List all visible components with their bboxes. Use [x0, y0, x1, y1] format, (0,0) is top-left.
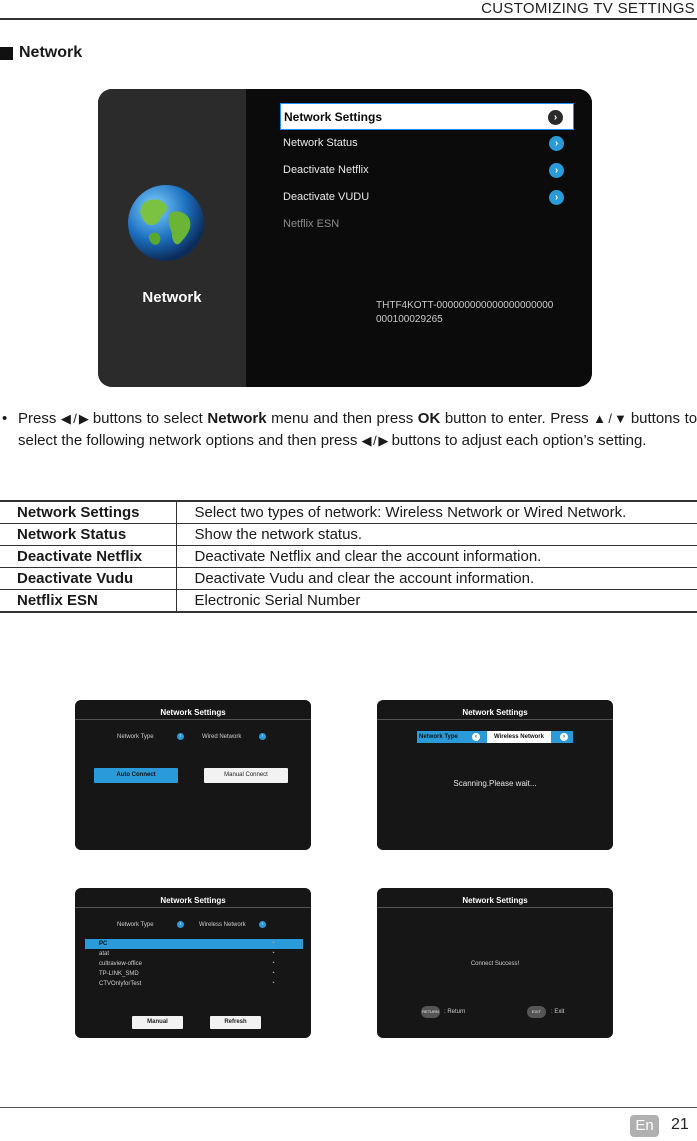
- page-header: [0, 0, 697, 20]
- list-item[interactable]: TP-LINK_SMD ◔: [99, 970, 275, 977]
- chevron-right-icon: ›: [548, 110, 563, 125]
- network-menu-screenshot: [98, 89, 592, 387]
- instructions: [0, 408, 697, 452]
- page-number: 21: [671, 1116, 689, 1133]
- divider: [75, 907, 311, 908]
- menu-item-deactivate-vudu[interactable]: [280, 184, 574, 211]
- wifi-network-list: [85, 939, 303, 989]
- menu-item-network-settings[interactable]: [280, 103, 574, 130]
- chevron-right-icon[interactable]: ›: [259, 733, 266, 740]
- connect-success-screenshot: [377, 888, 613, 1038]
- esn-line-2: 000100029265: [376, 314, 443, 325]
- exit-label: : Exit: [551, 1009, 565, 1015]
- menu-item-label: Netflix ESN: [283, 218, 340, 230]
- list-item[interactable]: CTVOnlyforTest ◔: [99, 980, 275, 987]
- option-description: Deactivate Netflix and clear the account information.: [176, 546, 697, 568]
- menu-item-netflix-esn: [280, 211, 574, 238]
- chevron-left-icon[interactable]: ‹: [177, 921, 184, 928]
- wifi-signal-icon: ◔: [270, 950, 275, 957]
- scanning-status: Scanning.Please wait...: [453, 779, 537, 788]
- option-term: Network Status: [0, 524, 176, 546]
- chevron-right-icon[interactable]: ›: [259, 921, 266, 928]
- table-row: [0, 590, 697, 613]
- panel-label: Network: [142, 289, 202, 306]
- shot-title: Network Settings: [462, 896, 528, 905]
- refresh-button[interactable]: Refresh: [210, 1016, 261, 1029]
- section-heading: [0, 44, 82, 62]
- return-key-icon: RETURN: [421, 1006, 440, 1018]
- options-table: [0, 500, 697, 613]
- chapter-title: CUSTOMIZING TV SETTINGS: [481, 0, 695, 17]
- menu-item-label: Deactivate Netflix: [283, 164, 369, 176]
- esn-line-1: THTF4KOTT-000000000000000000000: [376, 300, 554, 311]
- wireless-list-screenshot: [75, 888, 311, 1038]
- scanning-screenshot: [377, 700, 613, 850]
- menu-item-label: Network Status: [283, 137, 358, 149]
- wifi-signal-icon: ◔: [270, 940, 275, 947]
- menu-item-label: Deactivate VUDU: [283, 191, 370, 203]
- shot-title: Network Settings: [160, 708, 226, 717]
- header-rule: [0, 18, 697, 20]
- shot-title: Network Settings: [160, 896, 226, 905]
- language-badge: En: [630, 1115, 659, 1137]
- table-row: [0, 501, 697, 524]
- square-bullet-icon: [0, 47, 13, 60]
- globe-icon: [126, 183, 206, 263]
- shot-title: Network Settings: [462, 708, 528, 717]
- option-term: Network Settings: [0, 501, 176, 524]
- network-type-value: Wired Network: [202, 734, 242, 740]
- menu-item-network-status[interactable]: [280, 130, 574, 157]
- network-type-label: Network Type: [117, 734, 154, 740]
- wifi-signal-icon: ◔: [270, 980, 275, 987]
- option-term: Deactivate Vudu: [0, 568, 176, 590]
- divider: [75, 719, 311, 720]
- return-label: : Return: [444, 1009, 466, 1015]
- wifi-signal-icon: ◔: [270, 960, 275, 967]
- option-description: Show the network status.: [176, 524, 697, 546]
- wifi-signal-icon: ◔: [270, 970, 275, 977]
- bullet-dot: •: [2, 410, 8, 427]
- menu-left-panel: [98, 89, 246, 387]
- option-description: Deactivate Vudu and clear the account information.: [176, 568, 697, 590]
- auto-connect-button[interactable]: Auto Connect: [94, 768, 178, 783]
- manual-button[interactable]: Manual: [132, 1016, 183, 1029]
- left-right-arrows-icon: ◀ / ▶: [361, 433, 388, 448]
- option-description: Electronic Serial Number: [176, 590, 697, 613]
- chevron-right-icon: ›: [560, 733, 568, 741]
- list-item[interactable]: atat ◔: [99, 950, 275, 957]
- network-type-selector[interactable]: Network Type ‹ Wireless Network ›: [417, 731, 573, 743]
- chevron-left-icon: ‹: [472, 733, 480, 741]
- chevron-right-icon: ›: [549, 163, 564, 178]
- network-type-label: Network Type: [117, 922, 154, 928]
- chevron-left-icon[interactable]: ‹: [177, 733, 184, 740]
- up-down-arrows-icon: ▲ / ▼: [593, 411, 627, 426]
- network-menu: [280, 103, 574, 238]
- footer-rule: [0, 1107, 697, 1108]
- instructions-text: Press ◀ / ▶ buttons to select Network menu and then press OK button to enter. Press ▲ / ▼ buttons to select the following network options and then press ◀ / ▶ buttons to adjust each option’s setting.: [18, 410, 697, 449]
- divider: [377, 719, 613, 720]
- option-description: Select two types of network: Wireless Network or Wired Network.: [176, 501, 697, 524]
- option-term: Deactivate Netflix: [0, 546, 176, 568]
- section-title: Network: [19, 44, 83, 61]
- list-item[interactable]: cultraview-office ◔: [99, 960, 275, 967]
- wired-network-screenshot: [75, 700, 311, 850]
- chevron-right-icon: ›: [549, 190, 564, 205]
- success-message: Connect Success!: [470, 961, 520, 967]
- menu-item-label: Network Settings: [284, 110, 383, 124]
- chevron-right-icon: ›: [549, 136, 564, 151]
- left-right-arrows-icon: ◀ / ▶: [60, 411, 89, 426]
- esn-value: [376, 299, 553, 327]
- network-type-value: Wireless Network: [199, 922, 246, 928]
- menu-item-deactivate-netflix[interactable]: [280, 157, 574, 184]
- table-row: [0, 568, 697, 590]
- exit-key-icon: EXIT: [527, 1006, 546, 1018]
- list-item[interactable]: PC ◔: [85, 939, 303, 949]
- manual-connect-button[interactable]: Manual Connect: [204, 768, 288, 783]
- divider: [377, 907, 613, 908]
- table-row: [0, 524, 697, 546]
- table-row: [0, 546, 697, 568]
- option-term: Netflix ESN: [0, 590, 176, 613]
